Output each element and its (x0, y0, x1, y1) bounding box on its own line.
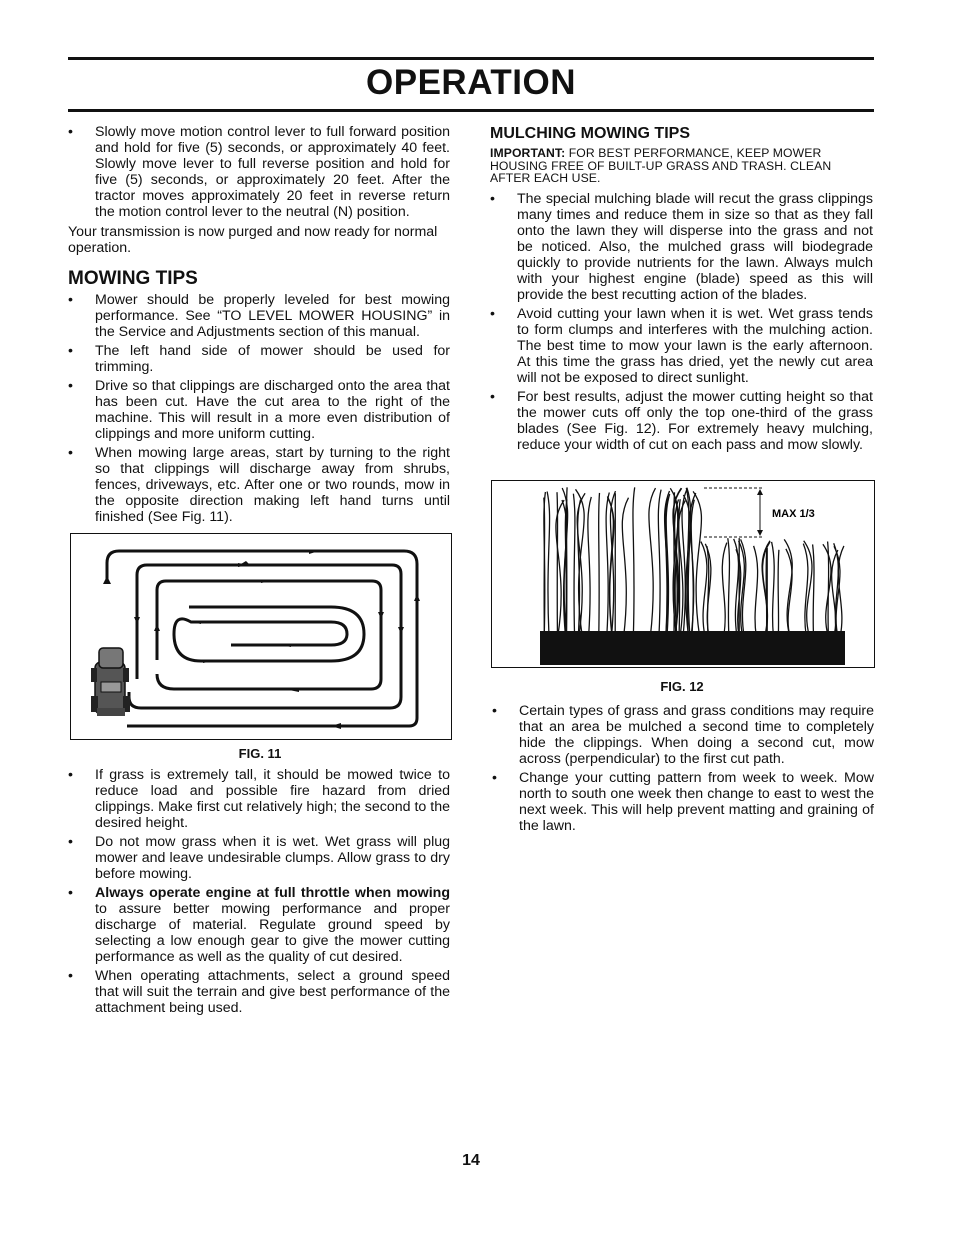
list-item-throttle (68, 885, 450, 965)
grass-base (540, 631, 845, 665)
throttle-text: to assure better mowing performance and proper discharge of material. Regulate ground speed by selecting a low enough gear to give the mower cutting performance as well as the quality of cut desired. (95, 901, 450, 965)
grass-blade (544, 498, 545, 641)
grass-blade (707, 546, 709, 641)
inner-loop (174, 607, 364, 661)
figure-11-mowing-pattern (70, 533, 452, 740)
grass-blade (778, 550, 779, 641)
mulching-heading: MULCHING MOWING TIPS (490, 125, 690, 142)
list-item: • When mowing large areas, start by turning to the right so that clippings will discharge away from shrubs, fences, driveways, etc. After one or two rounds, mow in the opposite direction making left hand turns until finished (See Fig. 11). (68, 445, 450, 525)
grass-blade (754, 546, 758, 641)
grass-blade (728, 538, 730, 641)
important-label: IMPORTANT: (490, 146, 566, 160)
title-rule (68, 109, 874, 112)
grass-blade (622, 498, 628, 641)
grass-blade (649, 488, 656, 641)
throttle-bold-text: Always operate engine at full throttle when mowing (95, 885, 450, 901)
grass-blade (674, 492, 675, 641)
important-note (490, 147, 873, 185)
right-column-lower (492, 703, 874, 837)
grass-blade (772, 542, 775, 641)
grass-blade (606, 493, 609, 642)
mowing-pattern-diagram (71, 534, 451, 739)
second-path (129, 565, 401, 708)
list-item: • When operating attachments, select a ground speed that will suit the terrain and give best performance of the attachment being used. (68, 968, 450, 1016)
mowing-tips-heading: MOWING TIPS (68, 268, 198, 289)
grass-blade (813, 544, 814, 641)
grass-blade (557, 492, 558, 641)
list-item: • The left hand side of mower should be used for trimming. (68, 343, 450, 375)
grass-blade (693, 491, 701, 641)
page-title: OPERATION (366, 63, 576, 102)
important-text: FOR BEST PERFORMANCE, KEEP MOWER HOUSING FREE OF BUILT-UP GRASS AND TRASH. CLEAN AFTER EACH USE. (490, 146, 832, 185)
left-column-lower (68, 767, 450, 1019)
list-item: • For best results, adjust the mower cutting height so that the mower cuts off only the top one-third of the grass blades (See Fig. 12). For extremely heavy mulching, reduce your width of cut on each pass and mow slowly. (490, 389, 873, 453)
left-column (68, 124, 450, 528)
grass-blade (576, 489, 585, 641)
grass-blade (573, 494, 575, 641)
purge-paragraph: Your transmission is now purged and now ready for normal operation. (68, 224, 438, 256)
grass-blade (823, 544, 831, 641)
list-item: • Change your cutting pattern from week to week. Mow north to south one week then change to east to west the next week. This will help prevent matting and graining of the lawn. (492, 770, 874, 834)
grass-diagram (492, 481, 874, 667)
list-item: • Do not mow grass when it is wet. Wet grass will plug mower and leave undesirable clumps. Allow grass to dry before mowing. (68, 834, 450, 882)
list-item: • Mower should be properly leveled for best mowing performance. See “TO LEVEL MOWER HOUSING” in the Service and Adjustments section of this manual. (68, 292, 450, 340)
grass-blade (691, 500, 694, 641)
grass-blade (547, 492, 549, 642)
right-column (490, 124, 873, 456)
grass-blade (722, 543, 727, 641)
outer-path (107, 551, 417, 726)
list-item: • The special mulching blade will recut the grass clippings many times and reduce them in size so that as they fall onto the lawn they will disperse into the grass and not be noticed. Also, the mulched grass will biodegrade quickly to provide nutrients for the lawn. Always mulch with your highest engine (blade) speed as this will provide the best recutting action of the blades. (490, 191, 873, 303)
grass-blade (701, 542, 707, 641)
figure-12-grass-height (491, 480, 875, 668)
grass-blade (599, 493, 600, 641)
max-one-third-label: MAX 1/3 (772, 508, 815, 520)
list-item: • Certain types of grass and grass conditions may require that an area be mulched a second time to completely hide the clippings. When doing a second cut, mow across (perpendicular) to the first cut path. (492, 703, 874, 767)
grass-blade (658, 490, 661, 641)
list-item: • Avoid cutting your lawn when it is wet. Wet grass tends to form clumps and interferes with the mulching action. The best time to mow your lawn is the early afternoon. At this time the grass has dried, yet the newly cut area will not be exposed to direct sunlight. (490, 306, 873, 386)
list-item: • Slowly move motion control lever to full forward position and hold for five (5) seconds, or approximately 40 feet. Slowly move lever to full reverse position and hold for five (5) seconds, or approximately 20 feet. After the tractor moves approximately 20 feet in reverse return the motion control lever to the neutral (N) position. (68, 124, 450, 220)
list-item: • Drive so that clippings are discharged onto the area that has been cut. Have the cut area to the right of the machine. This will result in a more even distribution of clippings and more uniform cutting. (68, 378, 450, 442)
grass-blade (633, 487, 635, 641)
grass-blade (588, 497, 591, 641)
top-rule (68, 57, 874, 60)
figure-11-caption: FIG. 11 (238, 746, 282, 761)
list-item: • If grass is extremely tall, it should be mowed twice to reduce load and possible fire hazard from dried clippings. Make first cut relatively high; the second to the desired height. (68, 767, 450, 831)
riding-mower-icon (91, 648, 130, 716)
figure-12-caption: FIG. 12 (660, 679, 704, 694)
page-number: 14 (462, 1152, 480, 1169)
